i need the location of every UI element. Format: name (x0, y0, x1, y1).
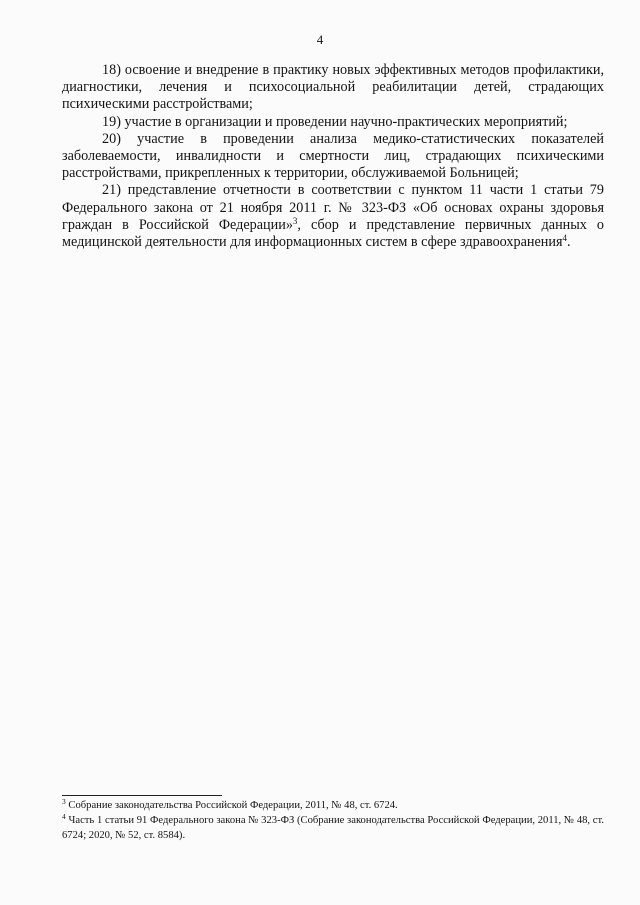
list-item-18: 18) освоение и внедрение в практику новых эффективных методов профилактики, диагностики, лечения и психосоциальной реабилитации детей, страдающих психическими расстройствами; (62, 62, 604, 113)
list-item-21-text-middle: , сбор и представление первичных данных о медицинской деятельности для информационных систем в сфере здравоохранения (62, 216, 604, 251)
footnote-4 (62, 813, 604, 843)
page-number: 4 (316, 32, 324, 47)
list-item-20: 20) участие в проведении анализа медико-статистических показателей заболеваемости, инвалидности и смертности лиц, страдающих психическими расстройствами, прикрепленных к территории, обслуживаемой Больницей; (62, 130, 604, 182)
footnotes (62, 798, 604, 843)
footnote-4-marker: 4 (62, 812, 66, 821)
footnote-3-text: Собрание законодательства Российской Федерации, 2011, № 48, ст. 6724. (68, 800, 398, 811)
list-item-21-text-start: 21) представление отчетности в соответствии с пунктом 11 части 1 статьи 79 Федерального закона от 21 ноября 2011 г. № 323-ФЗ «Об основах охраны здоровья граждан в Российской Федерации» (62, 182, 604, 233)
document-body (62, 62, 604, 251)
list-item-21-text-end: . (567, 234, 571, 251)
list-item-19: 19) участие в организации и проведении научно-практических мероприятий; (102, 113, 568, 130)
footnote-3 (62, 798, 604, 813)
footnote-ref-4: 4 (562, 233, 568, 244)
footnote-ref-3: 3 (292, 215, 298, 226)
footnote-4-text: Часть 1 статьи 91 Федерального закона № 323-ФЗ (Собрание законодательства Российской Федерации, 2011, № 48, ст. 6724; 2020, № 52, ст. 8584). (62, 815, 604, 841)
footnote-divider (62, 795, 222, 796)
list-item-21 (62, 182, 604, 251)
footnote-3-marker: 3 (62, 797, 66, 806)
